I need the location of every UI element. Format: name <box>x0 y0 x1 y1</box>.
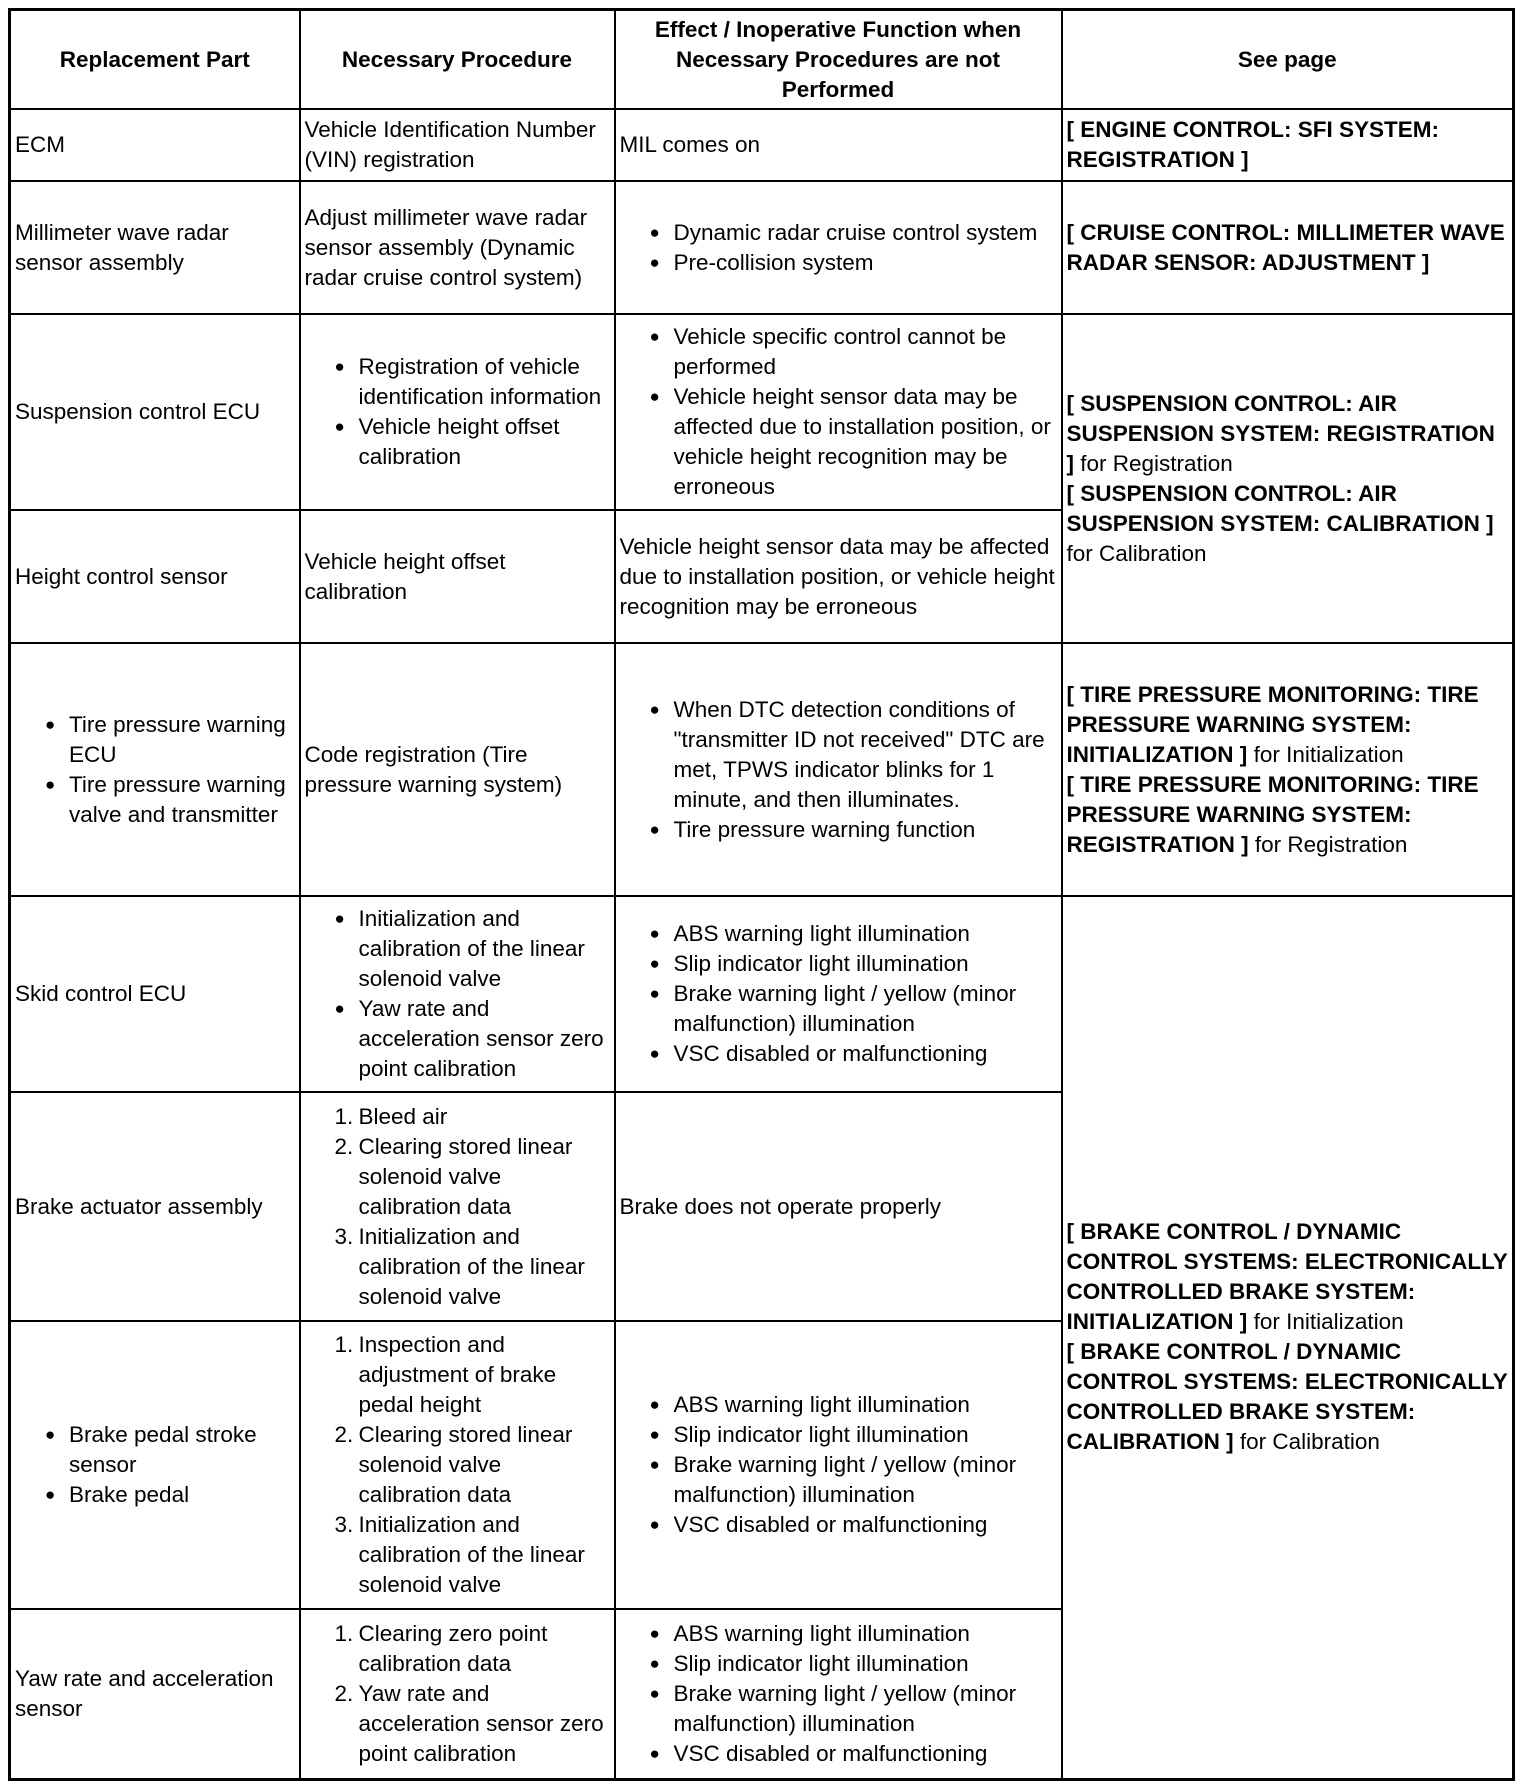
part-cell: Brake actuator assembly <box>10 1092 300 1321</box>
list-item: ● VSC disabled or malfunctioning <box>650 1039 1057 1069</box>
list-item: ● Tire pressure warning valve and transmitter <box>45 770 295 830</box>
list-item: ● Vehicle specific control cannot be performed <box>650 322 1057 382</box>
table-row <box>10 896 1514 1092</box>
replacement-procedures-table <box>8 8 1515 1781</box>
list-item: ● When DTC detection conditions of "transmitter ID not received" DTC are met, TPWS indicator blinks for 1 minute, and then illuminates. <box>650 695 1057 815</box>
reference-link[interactable]: [ TIRE PRESSURE MONITORING: TIRE PRESSURE WARNING SYSTEM: REGISTRATION ] <box>1066 771 1479 857</box>
reference-link[interactable]: [ BRAKE CONTROL / DYNAMIC CONTROL SYSTEMS: ELECTRONICALLY CONTROLLED BRAKE SYSTEM: CALIBRATION ] <box>1066 1339 1508 1455</box>
list-item: ● Initialization and calibration of the linear solenoid valve <box>335 904 610 994</box>
header-necessary-procedure: Necessary Procedure <box>300 10 615 110</box>
list-item: 1. Clearing zero point calibration data <box>334 1620 548 1676</box>
table-row <box>10 643 1514 896</box>
procedure-cell <box>300 314 615 510</box>
list-item: ● Brake warning light / yellow (minor malfunction) illumination <box>650 1450 1057 1510</box>
header-effect: Effect / Inoperative Function when Necessary Procedures are not Performed <box>615 10 1062 110</box>
list-item: 3. Initialization and calibration of the linear solenoid valve <box>334 1512 585 1597</box>
reference-link[interactable]: [ SUSPENSION CONTROL: AIR SUSPENSION SYSTEM: CALIBRATION ] <box>1066 480 1494 536</box>
list-item: ● Brake pedal <box>45 1480 295 1510</box>
reference-suffix: for Calibration <box>1233 1429 1380 1455</box>
reference-cell <box>1062 896 1514 1779</box>
procedure-cell <box>300 1609 615 1779</box>
procedure-cell <box>300 896 615 1092</box>
list-item: ● Vehicle height sensor data may be affected due to installation position, or vehicle height recognition may be erroneous <box>650 382 1057 502</box>
list-item: ● ABS warning light illumination <box>650 1390 1057 1420</box>
reference-link[interactable]: [ SUSPENSION CONTROL: AIR SUSPENSION SYSTEM: REGISTRATION ] <box>1066 390 1495 476</box>
effect-cell <box>615 181 1062 314</box>
reference-cell <box>1062 109 1514 181</box>
list-item: 2. Clearing stored linear solenoid valve calibration data <box>334 1422 573 1507</box>
list-item: 2. Yaw rate and acceleration sensor zero point calibration <box>334 1680 604 1766</box>
list-item: ● Tire pressure warning function <box>650 815 1057 845</box>
list-item: ● Dynamic radar cruise control system <box>650 218 1057 248</box>
part-cell: Suspension control ECU <box>10 314 300 510</box>
part-cell: Skid control ECU <box>10 896 300 1092</box>
list-item: ● VSC disabled or malfunctioning <box>650 1510 1057 1540</box>
list-item: ● ABS warning light illumination <box>650 1619 1057 1649</box>
list-item: ● Registration of vehicle identification information <box>335 352 610 412</box>
procedure-cell: Vehicle Identification Number (VIN) registration <box>300 109 615 181</box>
header-row <box>10 10 1514 110</box>
reference-suffix: for Registration <box>1074 450 1233 476</box>
list-item: ● Pre-collision system <box>650 248 1057 278</box>
reference-suffix: for Initialization <box>1247 1309 1404 1335</box>
list-item: ● Slip indicator light illumination <box>650 1649 1057 1679</box>
list-item: 1. Inspection and adjustment of brake pedal height <box>334 1332 557 1417</box>
effect-cell: MIL comes on <box>615 109 1062 181</box>
list-item: ● Tire pressure warning ECU <box>45 710 295 770</box>
reference-suffix: for Registration <box>1248 831 1408 857</box>
table-row <box>10 314 1514 510</box>
reference-suffix: for Initialization <box>1247 741 1404 767</box>
list-item: ● Brake warning light / yellow (minor malfunction) illumination <box>650 1679 1057 1739</box>
list-item: 3. Initialization and calibration of the linear solenoid valve <box>334 1223 585 1309</box>
table-row <box>10 109 1514 181</box>
list-item: ● Brake warning light / yellow (minor malfunction) illumination <box>650 979 1057 1039</box>
list-item: ● Brake pedal stroke sensor <box>45 1420 295 1480</box>
list-item: ● Vehicle height offset calibration <box>335 412 610 472</box>
list-item: 1. Bleed air <box>334 1103 448 1129</box>
reference-suffix: for Calibration <box>1066 540 1207 566</box>
reference-link[interactable]: [ ENGINE CONTROL: SFI SYSTEM: REGISTRATION ] <box>1066 117 1440 172</box>
reference-cell <box>1062 181 1514 314</box>
part-cell <box>10 643 300 896</box>
table-row <box>10 181 1514 314</box>
part-cell: ECM <box>10 109 300 181</box>
effect-cell <box>615 896 1062 1092</box>
header-replacement-part: Replacement Part <box>10 10 300 110</box>
reference-cell <box>1062 643 1514 896</box>
list-item: ● Slip indicator light illumination <box>650 949 1057 979</box>
list-item: ● Yaw rate and acceleration sensor zero point calibration <box>335 994 610 1084</box>
reference-link[interactable]: [ BRAKE CONTROL / DYNAMIC CONTROL SYSTEMS: ELECTRONICALLY CONTROLLED BRAKE SYSTEM: INITIALIZATION ] <box>1066 1219 1508 1335</box>
list-item: ● Slip indicator light illumination <box>650 1420 1057 1450</box>
part-cell: Yaw rate and acceleration sensor <box>10 1609 300 1779</box>
part-cell: Height control sensor <box>10 510 300 643</box>
procedure-cell <box>300 1321 615 1609</box>
reference-link[interactable]: [ TIRE PRESSURE MONITORING: TIRE PRESSURE WARNING SYSTEM: INITIALIZATION ] <box>1066 681 1479 767</box>
list-item: ● VSC disabled or malfunctioning <box>650 1739 1057 1769</box>
header-see-page: See page <box>1062 10 1514 110</box>
procedure-cell: Adjust millimeter wave radar sensor assembly (Dynamic radar cruise control system) <box>300 181 615 314</box>
procedure-cell: Code registration (Tire pressure warning system) <box>300 643 615 896</box>
effect-cell <box>615 1321 1062 1609</box>
reference-link[interactable]: [ CRUISE CONTROL: MILLIMETER WAVE RADAR SENSOR: ADJUSTMENT ] <box>1066 219 1505 275</box>
list-item: 2. Clearing stored linear solenoid valve calibration data <box>334 1133 573 1219</box>
effect-cell <box>615 314 1062 510</box>
reference-cell <box>1062 314 1514 643</box>
part-cell <box>10 1321 300 1609</box>
effect-cell: Vehicle height sensor data may be affected due to installation position, or vehicle height recognition may be erroneous <box>615 510 1062 643</box>
effect-cell <box>615 643 1062 896</box>
procedure-cell: Vehicle height offset calibration <box>300 510 615 643</box>
list-item: ● ABS warning light illumination <box>650 919 1057 949</box>
effect-cell <box>615 1609 1062 1779</box>
procedure-cell <box>300 1092 615 1321</box>
effect-cell: Brake does not operate properly <box>615 1092 1062 1321</box>
part-cell: Millimeter wave radar sensor assembly <box>10 181 300 314</box>
